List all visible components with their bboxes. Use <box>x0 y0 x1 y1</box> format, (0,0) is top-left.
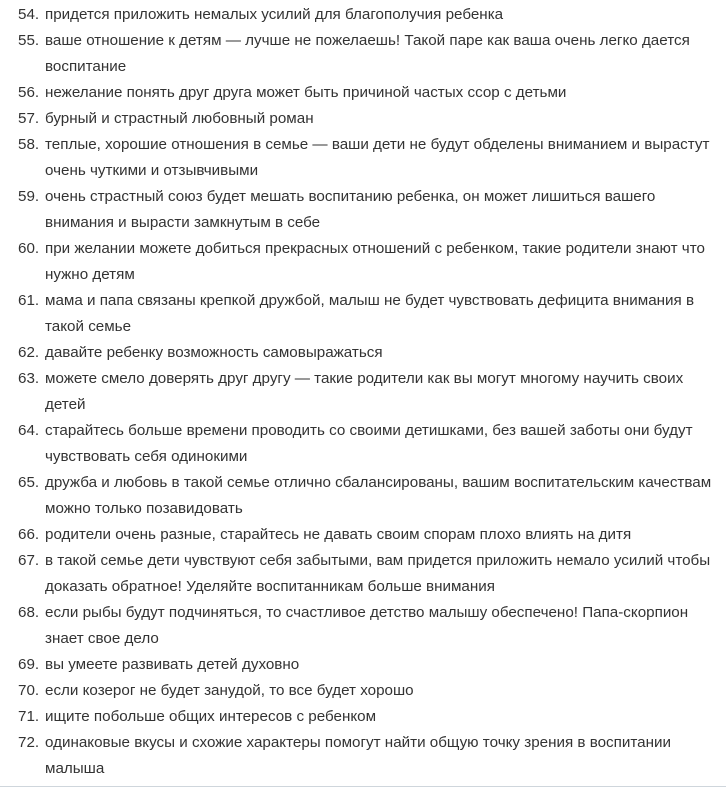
list-item <box>0 184 726 236</box>
compatibility-list <box>0 2 726 782</box>
list-item <box>0 106 726 132</box>
item-text: придется приложить немалых усилий для благополучия ребенка <box>45 6 504 23</box>
divider <box>0 786 726 787</box>
list-item <box>0 366 726 418</box>
list-item <box>0 600 726 652</box>
item-number: 56. <box>18 84 40 101</box>
item-text: дружба и любовь в такой семье отлично сбалансированы, вашим воспитательским качествам можно только позавидовать <box>45 474 712 517</box>
list-item <box>0 418 726 470</box>
list-item <box>0 678 726 704</box>
list-item <box>0 652 726 678</box>
list-item <box>0 470 726 522</box>
list-item <box>0 704 726 730</box>
item-text: если козерог не будет занудой, то все будет хорошо <box>45 682 414 699</box>
item-text: вы умеете развивать детей духовно <box>45 656 300 673</box>
item-text: давайте ребенку возможность самовыражаться <box>45 344 383 361</box>
item-text: очень страстный союз будет мешать воспитанию ребенка, он может лишиться вашего внимания и вырасти замкнутым в себе <box>45 188 656 231</box>
item-number: 71. <box>18 708 40 725</box>
list-item <box>0 80 726 106</box>
list-item <box>0 236 726 288</box>
item-number: 69. <box>18 656 40 673</box>
list-item <box>0 2 726 28</box>
item-text: родители очень разные, старайтесь не давать своим спорам плохо влиять на дитя <box>45 526 632 543</box>
item-text: старайтесь больше времени проводить со своими детишками, без вашей заботы они будут чувствовать себя одинокими <box>45 422 693 465</box>
item-number: 54. <box>18 6 40 23</box>
item-number: 62. <box>18 344 40 361</box>
list-item <box>0 730 726 782</box>
item-number: 60. <box>18 240 40 257</box>
item-text: если рыбы будут подчиняться, то счастливое детство малышу обеспечено! Папа-скорпион знает свое дело <box>45 604 689 647</box>
item-text: ищите побольше общих интересов с ребенком <box>45 708 377 725</box>
list-item <box>0 132 726 184</box>
list-item <box>0 548 726 600</box>
item-text: ваше отношение к детям — лучше не пожелаешь! Такой паре как ваша очень легко дается воспитание <box>45 32 690 75</box>
item-number: 72. <box>18 734 40 751</box>
item-text: бурный и страстный любовный роман <box>45 110 314 127</box>
item-text: нежелание понять друг друга может быть причиной частых ссор с детьми <box>45 84 567 101</box>
item-number: 67. <box>18 552 40 569</box>
list-item <box>0 288 726 340</box>
item-text: мама и папа связаны крепкой дружбой, малыш не будет чувствовать дефицита внимания в такой семье <box>45 292 695 335</box>
item-text: при желании можете добиться прекрасных отношений с ребенком, такие родители знают что нужно детям <box>45 240 705 283</box>
item-number: 66. <box>18 526 40 543</box>
item-number: 59. <box>18 188 40 205</box>
item-number: 70. <box>18 682 40 699</box>
item-number: 68. <box>18 604 40 621</box>
item-number: 58. <box>18 136 40 153</box>
item-number: 57. <box>18 110 40 127</box>
item-number: 63. <box>18 370 40 387</box>
list-item <box>0 28 726 80</box>
item-number: 64. <box>18 422 40 439</box>
item-number: 61. <box>18 292 40 309</box>
list-item <box>0 522 726 548</box>
item-text: в такой семье дети чувствуют себя забытыми, вам придется приложить немало усилий чтобы доказать обратное! Уделяйте воспитанникам больше внимания <box>45 552 711 595</box>
item-text: одинаковые вкусы и схожие характеры помогут найти общую точку зрения в воспитании малыша <box>45 734 671 777</box>
item-number: 65. <box>18 474 40 491</box>
list-item <box>0 340 726 366</box>
item-number: 55. <box>18 32 40 49</box>
item-text: теплые, хорошие отношения в семье — ваши дети не будут обделены вниманием и вырастут очень чуткими и отзывчивыми <box>45 136 710 179</box>
item-text: можете смело доверять друг другу — такие родители как вы могут многому научить своих детей <box>45 370 684 413</box>
